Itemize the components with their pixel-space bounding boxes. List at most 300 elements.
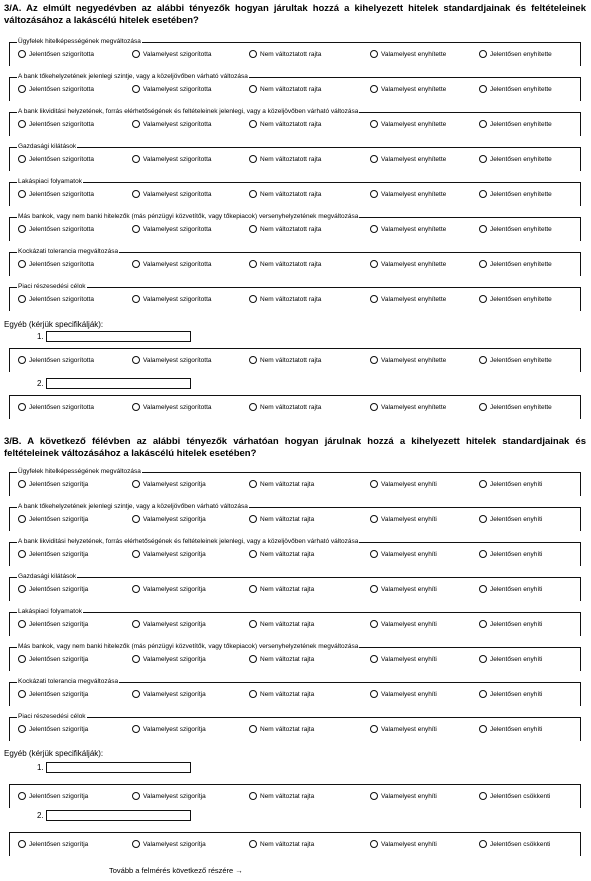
option-label: Valamelyest szigorította bbox=[143, 225, 212, 233]
option-no-change[interactable] bbox=[249, 792, 314, 800]
option-strongly-tightened[interactable] bbox=[18, 403, 94, 411]
option-somewhat-eased[interactable] bbox=[370, 260, 446, 268]
option-somewhat-eased[interactable] bbox=[370, 155, 446, 163]
radio-icon[interactable] bbox=[18, 155, 26, 163]
option-strongly-ease[interactable] bbox=[479, 585, 542, 593]
option-somewhat-tightened[interactable] bbox=[132, 260, 212, 268]
option-somewhat-tightened[interactable] bbox=[132, 50, 212, 58]
radio-icon[interactable] bbox=[249, 725, 257, 733]
radio-icon[interactable] bbox=[370, 550, 378, 558]
options-row bbox=[18, 356, 581, 368]
option-label: Jelentősen enyhíti bbox=[490, 550, 543, 558]
option-no-change[interactable] bbox=[249, 155, 321, 163]
factor-label: A bank likviditási helyzetének, forrás elérhetőségének és feltételeinek jelenlegi, vagy a közeljövőben várható változása bbox=[18, 108, 359, 115]
option-strongly-tighten[interactable] bbox=[18, 725, 88, 733]
option-somewhat-eased[interactable] bbox=[370, 403, 446, 411]
option-somewhat-tighten[interactable] bbox=[132, 515, 206, 523]
option-label: Nem változtat rajta bbox=[260, 792, 315, 800]
option-somewhat-tighten[interactable] bbox=[132, 550, 206, 558]
factor-label: Kockázati tolerancia megváltozása bbox=[18, 678, 119, 685]
option-label: Jelentősen szigorította bbox=[29, 403, 95, 411]
option-somewhat-ease[interactable] bbox=[370, 550, 437, 558]
option-strongly-ease[interactable] bbox=[479, 480, 542, 488]
option-strongly-tighten[interactable] bbox=[18, 620, 88, 628]
option-no-change[interactable] bbox=[249, 50, 321, 58]
option-somewhat-ease[interactable] bbox=[370, 585, 437, 593]
option-strongly-eased[interactable] bbox=[479, 356, 552, 364]
option-no-change[interactable] bbox=[249, 190, 321, 198]
radio-icon[interactable] bbox=[370, 85, 378, 93]
option-somewhat-tighten[interactable] bbox=[132, 725, 206, 733]
option-strongly-tightened[interactable] bbox=[18, 85, 94, 93]
radio-icon[interactable] bbox=[132, 356, 140, 364]
option-no-change[interactable] bbox=[249, 260, 321, 268]
radio-icon[interactable] bbox=[370, 225, 378, 233]
option-strongly-tighten[interactable] bbox=[18, 515, 88, 523]
option-label: Valamelyest szigorította bbox=[143, 155, 212, 163]
option-label: Valamelyest szigorította bbox=[143, 120, 212, 128]
option-label: Jelentősen szigorítja bbox=[29, 690, 89, 698]
radio-icon[interactable] bbox=[479, 50, 487, 58]
radio-icon[interactable] bbox=[479, 295, 487, 303]
option-label: Valamelyest enyhíti bbox=[381, 515, 437, 523]
radio-icon[interactable] bbox=[370, 356, 378, 364]
option-strongly-tightened[interactable] bbox=[18, 50, 94, 58]
factor-label: Más bankok, vagy nem banki hitelezők (más pénzügyi közvetítők, vagy tőkepiacok) versenyhelyzetének megváltozása bbox=[18, 213, 359, 220]
option-label: Nem változtatott rajta bbox=[260, 403, 322, 411]
option-label: Jelentősen enyhíti bbox=[490, 515, 543, 523]
radio-icon[interactable] bbox=[370, 792, 378, 800]
radio-icon[interactable] bbox=[18, 515, 26, 523]
radio-icon[interactable] bbox=[18, 792, 26, 800]
radio-icon[interactable] bbox=[132, 155, 140, 163]
option-label: Nem változtatott rajta bbox=[260, 260, 322, 268]
option-somewhat-tighten[interactable] bbox=[132, 840, 206, 848]
option-label: Nem változtatott rajta bbox=[260, 295, 322, 303]
radio-icon[interactable] bbox=[370, 840, 378, 848]
factor-label: Ügyfelek hitelképességének megváltozása bbox=[18, 468, 141, 475]
option-no-change[interactable] bbox=[249, 120, 321, 128]
other-input-a-1[interactable] bbox=[46, 331, 191, 342]
option-strongly-ease[interactable] bbox=[479, 550, 542, 558]
radio-icon[interactable] bbox=[18, 225, 26, 233]
radio-icon[interactable] bbox=[479, 840, 487, 848]
option-somewhat-tightened[interactable] bbox=[132, 190, 212, 198]
radio-icon[interactable] bbox=[249, 840, 257, 848]
option-label: Valamelyest szigorította bbox=[143, 260, 212, 268]
option-label: Nem változtat rajta bbox=[260, 620, 315, 628]
option-somewhat-ease[interactable] bbox=[370, 620, 437, 628]
radio-icon[interactable] bbox=[249, 225, 257, 233]
option-strongly-tightened[interactable] bbox=[18, 190, 94, 198]
next-section-link[interactable]: Tovább a felmérés következő részére → bbox=[109, 866, 243, 875]
option-strongly-reduce[interactable] bbox=[479, 840, 550, 848]
option-no-change[interactable] bbox=[249, 840, 314, 848]
option-somewhat-tighten[interactable] bbox=[132, 655, 206, 663]
option-label: Valamelyest enyhítette bbox=[381, 120, 447, 128]
option-strongly-tighten[interactable] bbox=[18, 792, 88, 800]
radio-icon[interactable] bbox=[249, 620, 257, 628]
radio-icon[interactable] bbox=[249, 690, 257, 698]
radio-icon[interactable] bbox=[370, 120, 378, 128]
radio-icon[interactable] bbox=[132, 85, 140, 93]
radio-icon[interactable] bbox=[479, 225, 487, 233]
option-label: Jelentősen szigorítja bbox=[29, 585, 89, 593]
option-label: Valamelyest enyhítette bbox=[381, 403, 447, 411]
option-label: Valamelyest szigorítja bbox=[143, 515, 206, 523]
option-no-change[interactable] bbox=[249, 85, 321, 93]
option-label: Nem változtat rajta bbox=[260, 480, 315, 488]
factor-group-b-5 bbox=[9, 606, 581, 638]
option-strongly-eased[interactable] bbox=[479, 155, 552, 163]
option-strongly-eased[interactable] bbox=[479, 85, 552, 93]
option-somewhat-eased[interactable] bbox=[370, 295, 446, 303]
radio-icon[interactable] bbox=[132, 620, 140, 628]
other-input-b-2[interactable] bbox=[46, 810, 191, 821]
radio-icon[interactable] bbox=[479, 620, 487, 628]
radio-icon[interactable] bbox=[479, 690, 487, 698]
option-no-change[interactable] bbox=[249, 403, 321, 411]
radio-icon[interactable] bbox=[479, 120, 487, 128]
options-row bbox=[18, 155, 581, 167]
option-strongly-eased[interactable] bbox=[479, 260, 552, 268]
radio-icon[interactable] bbox=[370, 585, 378, 593]
option-no-change[interactable] bbox=[249, 225, 321, 233]
option-strongly-eased[interactable] bbox=[479, 225, 552, 233]
option-label: Jelentősen enyhítette bbox=[490, 85, 552, 93]
option-label: Nem változtat rajta bbox=[260, 585, 315, 593]
radio-icon[interactable] bbox=[479, 515, 487, 523]
option-somewhat-ease[interactable] bbox=[370, 480, 437, 488]
radio-icon[interactable] bbox=[249, 480, 257, 488]
section-a-title: 3/A. Az elmúlt negyedévben az alábbi tényezők hogyan járultak hozzá a kihelyezett hitelek standardjainak és feltételeinek változásához a lakáscélú hitelek esetében? bbox=[4, 3, 586, 26]
option-label: Valamelyest enyhíti bbox=[381, 840, 437, 848]
option-label: Jelentősen szigorította bbox=[29, 50, 95, 58]
option-strongly-tighten[interactable] bbox=[18, 480, 88, 488]
option-label: Jelentősen enyhíti bbox=[490, 725, 543, 733]
option-somewhat-ease[interactable] bbox=[370, 792, 437, 800]
radio-icon[interactable] bbox=[249, 85, 257, 93]
option-label: Jelentősen szigorítja bbox=[29, 620, 89, 628]
radio-icon[interactable] bbox=[479, 655, 487, 663]
radio-icon[interactable] bbox=[370, 655, 378, 663]
radio-icon[interactable] bbox=[479, 155, 487, 163]
radio-icon[interactable] bbox=[370, 403, 378, 411]
option-somewhat-eased[interactable] bbox=[370, 190, 446, 198]
radio-icon[interactable] bbox=[370, 50, 378, 58]
radio-icon[interactable] bbox=[479, 550, 487, 558]
option-somewhat-tighten[interactable] bbox=[132, 585, 206, 593]
option-no-change[interactable] bbox=[249, 585, 314, 593]
radio-icon[interactable] bbox=[18, 840, 26, 848]
option-strongly-ease[interactable] bbox=[479, 725, 542, 733]
option-no-change[interactable] bbox=[249, 356, 321, 364]
option-label: Valamelyest enyhíti bbox=[381, 725, 437, 733]
option-label: Valamelyest enyhíti bbox=[381, 690, 437, 698]
option-label: Jelentősen szigorította bbox=[29, 120, 95, 128]
option-label: Jelentősen csökkenti bbox=[490, 840, 551, 848]
option-strongly-eased[interactable] bbox=[479, 190, 552, 198]
radio-icon[interactable] bbox=[18, 85, 26, 93]
option-label: Jelentősen enyhíti bbox=[490, 585, 543, 593]
radio-icon[interactable] bbox=[132, 585, 140, 593]
radio-icon[interactable] bbox=[479, 85, 487, 93]
option-label: Jelentősen szigorította bbox=[29, 190, 95, 198]
radio-icon[interactable] bbox=[132, 190, 140, 198]
radio-icon[interactable] bbox=[249, 120, 257, 128]
option-label: Valamelyest enyhíti bbox=[381, 480, 437, 488]
option-no-change[interactable] bbox=[249, 480, 314, 488]
option-label: Valamelyest szigorította bbox=[143, 295, 212, 303]
factor-group-a-5 bbox=[9, 176, 581, 208]
option-label: Valamelyest szigorítja bbox=[143, 655, 206, 663]
other-input-b-1[interactable] bbox=[46, 762, 191, 773]
radio-icon[interactable] bbox=[479, 792, 487, 800]
option-somewhat-ease[interactable] bbox=[370, 840, 437, 848]
other-number-b-2: 2. bbox=[37, 811, 44, 820]
option-label: Jelentősen enyhítette bbox=[490, 356, 552, 364]
radio-icon[interactable] bbox=[18, 260, 26, 268]
options-row bbox=[18, 792, 581, 804]
option-label: Valamelyest enyhíti bbox=[381, 585, 437, 593]
radio-icon[interactable] bbox=[249, 295, 257, 303]
option-no-change[interactable] bbox=[249, 515, 314, 523]
radio-icon[interactable] bbox=[132, 260, 140, 268]
option-label: Valamelyest szigorítja bbox=[143, 725, 206, 733]
radio-icon[interactable] bbox=[249, 403, 257, 411]
radio-icon[interactable] bbox=[18, 550, 26, 558]
factor-group-b-6 bbox=[9, 641, 581, 673]
radio-icon[interactable] bbox=[132, 792, 140, 800]
option-label: Valamelyest enyhítette bbox=[381, 50, 447, 58]
radio-icon[interactable] bbox=[479, 356, 487, 364]
radio-icon[interactable] bbox=[249, 550, 257, 558]
radio-icon[interactable] bbox=[132, 295, 140, 303]
option-label: Nem változtatott rajta bbox=[260, 225, 322, 233]
options-row bbox=[18, 840, 581, 852]
option-somewhat-eased[interactable] bbox=[370, 225, 446, 233]
other-group-b-2 bbox=[9, 826, 581, 858]
factor-group-a-4 bbox=[9, 141, 581, 173]
option-strongly-tighten[interactable] bbox=[18, 690, 88, 698]
radio-icon[interactable] bbox=[370, 260, 378, 268]
radio-icon[interactable] bbox=[249, 515, 257, 523]
option-no-change[interactable] bbox=[249, 295, 321, 303]
other-input-a-2[interactable] bbox=[46, 378, 191, 389]
radio-icon[interactable] bbox=[18, 295, 26, 303]
option-somewhat-ease[interactable] bbox=[370, 725, 437, 733]
options-row bbox=[18, 515, 581, 527]
radio-icon[interactable] bbox=[249, 190, 257, 198]
radio-icon[interactable] bbox=[479, 480, 487, 488]
section-b-title: 3/B. A következő félévben az alábbi tényezők várhatóan hogyan járulnak hozzá a kihelyezett hitelek standardjainak és feltételeinek változásához a lakáscélú hitelek esetében? bbox=[4, 436, 586, 459]
other-group-b-1 bbox=[9, 778, 581, 810]
option-strongly-eased[interactable] bbox=[479, 120, 552, 128]
options-row bbox=[18, 120, 581, 132]
factor-group-b-8 bbox=[9, 711, 581, 743]
option-strongly-tighten[interactable] bbox=[18, 840, 88, 848]
option-somewhat-tightened[interactable] bbox=[132, 120, 212, 128]
option-label: Valamelyest enyhítette bbox=[381, 155, 447, 163]
option-label: Nem változtat rajta bbox=[260, 840, 315, 848]
option-label: Jelentősen szigorította bbox=[29, 260, 95, 268]
options-row bbox=[18, 725, 581, 737]
radio-icon[interactable] bbox=[249, 792, 257, 800]
option-label: Jelentősen enyhítette bbox=[490, 403, 552, 411]
option-label: Jelentősen enyhítette bbox=[490, 225, 552, 233]
option-label: Valamelyest szigorítja bbox=[143, 792, 206, 800]
radio-icon[interactable] bbox=[18, 585, 26, 593]
radio-icon[interactable] bbox=[132, 50, 140, 58]
radio-icon[interactable] bbox=[18, 356, 26, 364]
option-label: Jelentősen szigorítja bbox=[29, 480, 89, 488]
option-somewhat-ease[interactable] bbox=[370, 690, 437, 698]
factor-label: Piaci részesedési célok bbox=[18, 713, 86, 720]
radio-icon[interactable] bbox=[370, 620, 378, 628]
option-somewhat-tightened[interactable] bbox=[132, 356, 212, 364]
radio-icon[interactable] bbox=[18, 190, 26, 198]
option-somewhat-tighten[interactable] bbox=[132, 792, 206, 800]
radio-icon[interactable] bbox=[132, 690, 140, 698]
option-label: Jelentősen szigorítja bbox=[29, 792, 89, 800]
option-no-change[interactable] bbox=[249, 550, 314, 558]
option-somewhat-ease[interactable] bbox=[370, 515, 437, 523]
option-label: Valamelyest szigorította bbox=[143, 50, 212, 58]
option-strongly-eased[interactable] bbox=[479, 295, 552, 303]
option-label: Jelentősen szigorította bbox=[29, 85, 95, 93]
options-row bbox=[18, 50, 581, 62]
options-row bbox=[18, 403, 581, 415]
radio-icon[interactable] bbox=[18, 725, 26, 733]
radio-icon[interactable] bbox=[18, 50, 26, 58]
options-row bbox=[18, 480, 581, 492]
option-somewhat-tightened[interactable] bbox=[132, 403, 212, 411]
radio-icon[interactable] bbox=[132, 403, 140, 411]
option-strongly-tightened[interactable] bbox=[18, 260, 94, 268]
option-no-change[interactable] bbox=[249, 655, 314, 663]
radio-icon[interactable] bbox=[132, 725, 140, 733]
radio-icon[interactable] bbox=[132, 515, 140, 523]
radio-icon[interactable] bbox=[479, 725, 487, 733]
option-strongly-ease[interactable] bbox=[479, 655, 542, 663]
radio-icon[interactable] bbox=[249, 260, 257, 268]
option-strongly-tighten[interactable] bbox=[18, 550, 88, 558]
radio-icon[interactable] bbox=[479, 190, 487, 198]
option-label: Valamelyest enyhítette bbox=[381, 356, 447, 364]
option-label: Nem változtatott rajta bbox=[260, 120, 322, 128]
option-strongly-tighten[interactable] bbox=[18, 655, 88, 663]
option-somewhat-tightened[interactable] bbox=[132, 295, 212, 303]
option-no-change[interactable] bbox=[249, 690, 314, 698]
option-somewhat-tightened[interactable] bbox=[132, 225, 212, 233]
option-strongly-reduce[interactable] bbox=[479, 792, 550, 800]
factor-group-a-2 bbox=[9, 71, 581, 103]
option-label: Jelentősen szigorította bbox=[29, 155, 95, 163]
radio-icon[interactable] bbox=[132, 840, 140, 848]
radio-icon[interactable] bbox=[249, 356, 257, 364]
radio-icon[interactable] bbox=[249, 50, 257, 58]
option-strongly-tightened[interactable] bbox=[18, 225, 94, 233]
radio-icon[interactable] bbox=[479, 403, 487, 411]
radio-icon[interactable] bbox=[370, 725, 378, 733]
options-row bbox=[18, 85, 581, 97]
radio-icon[interactable] bbox=[370, 190, 378, 198]
option-strongly-ease[interactable] bbox=[479, 515, 542, 523]
option-label: Valamelyest enyhíti bbox=[381, 655, 437, 663]
radio-icon[interactable] bbox=[18, 120, 26, 128]
options-row bbox=[18, 585, 581, 597]
radio-icon[interactable] bbox=[18, 480, 26, 488]
option-somewhat-eased[interactable] bbox=[370, 85, 446, 93]
option-label: Jelentősen enyhíti bbox=[490, 620, 543, 628]
radio-icon[interactable] bbox=[479, 260, 487, 268]
radio-icon[interactable] bbox=[370, 515, 378, 523]
option-somewhat-eased[interactable] bbox=[370, 356, 446, 364]
option-somewhat-eased[interactable] bbox=[370, 50, 446, 58]
option-somewhat-tightened[interactable] bbox=[132, 155, 212, 163]
radio-icon[interactable] bbox=[18, 690, 26, 698]
radio-icon[interactable] bbox=[370, 295, 378, 303]
option-label: Valamelyest szigorítja bbox=[143, 840, 206, 848]
radio-icon[interactable] bbox=[132, 120, 140, 128]
option-label: Nem változtatott rajta bbox=[260, 155, 322, 163]
radio-icon[interactable] bbox=[132, 480, 140, 488]
radio-icon[interactable] bbox=[249, 655, 257, 663]
option-label: Valamelyest szigorította bbox=[143, 403, 212, 411]
other-number-a-1: 1. bbox=[37, 332, 44, 341]
radio-icon[interactable] bbox=[132, 655, 140, 663]
option-strongly-tightened[interactable] bbox=[18, 155, 94, 163]
option-somewhat-tighten[interactable] bbox=[132, 690, 206, 698]
radio-icon[interactable] bbox=[249, 155, 257, 163]
option-strongly-tighten[interactable] bbox=[18, 585, 88, 593]
option-label: Valamelyest szigorítja bbox=[143, 620, 206, 628]
option-somewhat-tighten[interactable] bbox=[132, 480, 206, 488]
option-label: Valamelyest enyhítette bbox=[381, 190, 447, 198]
radio-icon[interactable] bbox=[370, 155, 378, 163]
radio-icon[interactable] bbox=[18, 655, 26, 663]
radio-icon[interactable] bbox=[18, 620, 26, 628]
radio-icon[interactable] bbox=[370, 690, 378, 698]
option-strongly-eased[interactable] bbox=[479, 403, 552, 411]
radio-icon[interactable] bbox=[479, 585, 487, 593]
option-somewhat-ease[interactable] bbox=[370, 655, 437, 663]
option-strongly-tightened[interactable] bbox=[18, 120, 94, 128]
radio-icon[interactable] bbox=[132, 225, 140, 233]
option-strongly-tightened[interactable] bbox=[18, 356, 94, 364]
radio-icon[interactable] bbox=[370, 480, 378, 488]
radio-icon[interactable] bbox=[18, 403, 26, 411]
radio-icon[interactable] bbox=[249, 585, 257, 593]
option-strongly-ease[interactable] bbox=[479, 690, 542, 698]
option-somewhat-tighten[interactable] bbox=[132, 620, 206, 628]
option-label: Valamelyest enyhítette bbox=[381, 260, 447, 268]
factor-label: A bank tőkehelyzetének jelenlegi szintje, vagy a közeljövőben várható változása bbox=[18, 503, 248, 510]
option-strongly-tightened[interactable] bbox=[18, 295, 94, 303]
radio-icon[interactable] bbox=[132, 550, 140, 558]
option-no-change[interactable] bbox=[249, 620, 314, 628]
factor-group-b-4 bbox=[9, 571, 581, 603]
option-strongly-eased[interactable] bbox=[479, 50, 552, 58]
option-label: Nem változtat rajta bbox=[260, 655, 315, 663]
option-label: Jelentősen szigorította bbox=[29, 225, 95, 233]
option-label: Jelentősen enyhítette bbox=[490, 120, 552, 128]
option-somewhat-eased[interactable] bbox=[370, 120, 446, 128]
option-strongly-ease[interactable] bbox=[479, 620, 542, 628]
option-somewhat-tightened[interactable] bbox=[132, 85, 212, 93]
factor-label: Gazdasági kilátások bbox=[18, 143, 77, 150]
option-no-change[interactable] bbox=[249, 725, 314, 733]
